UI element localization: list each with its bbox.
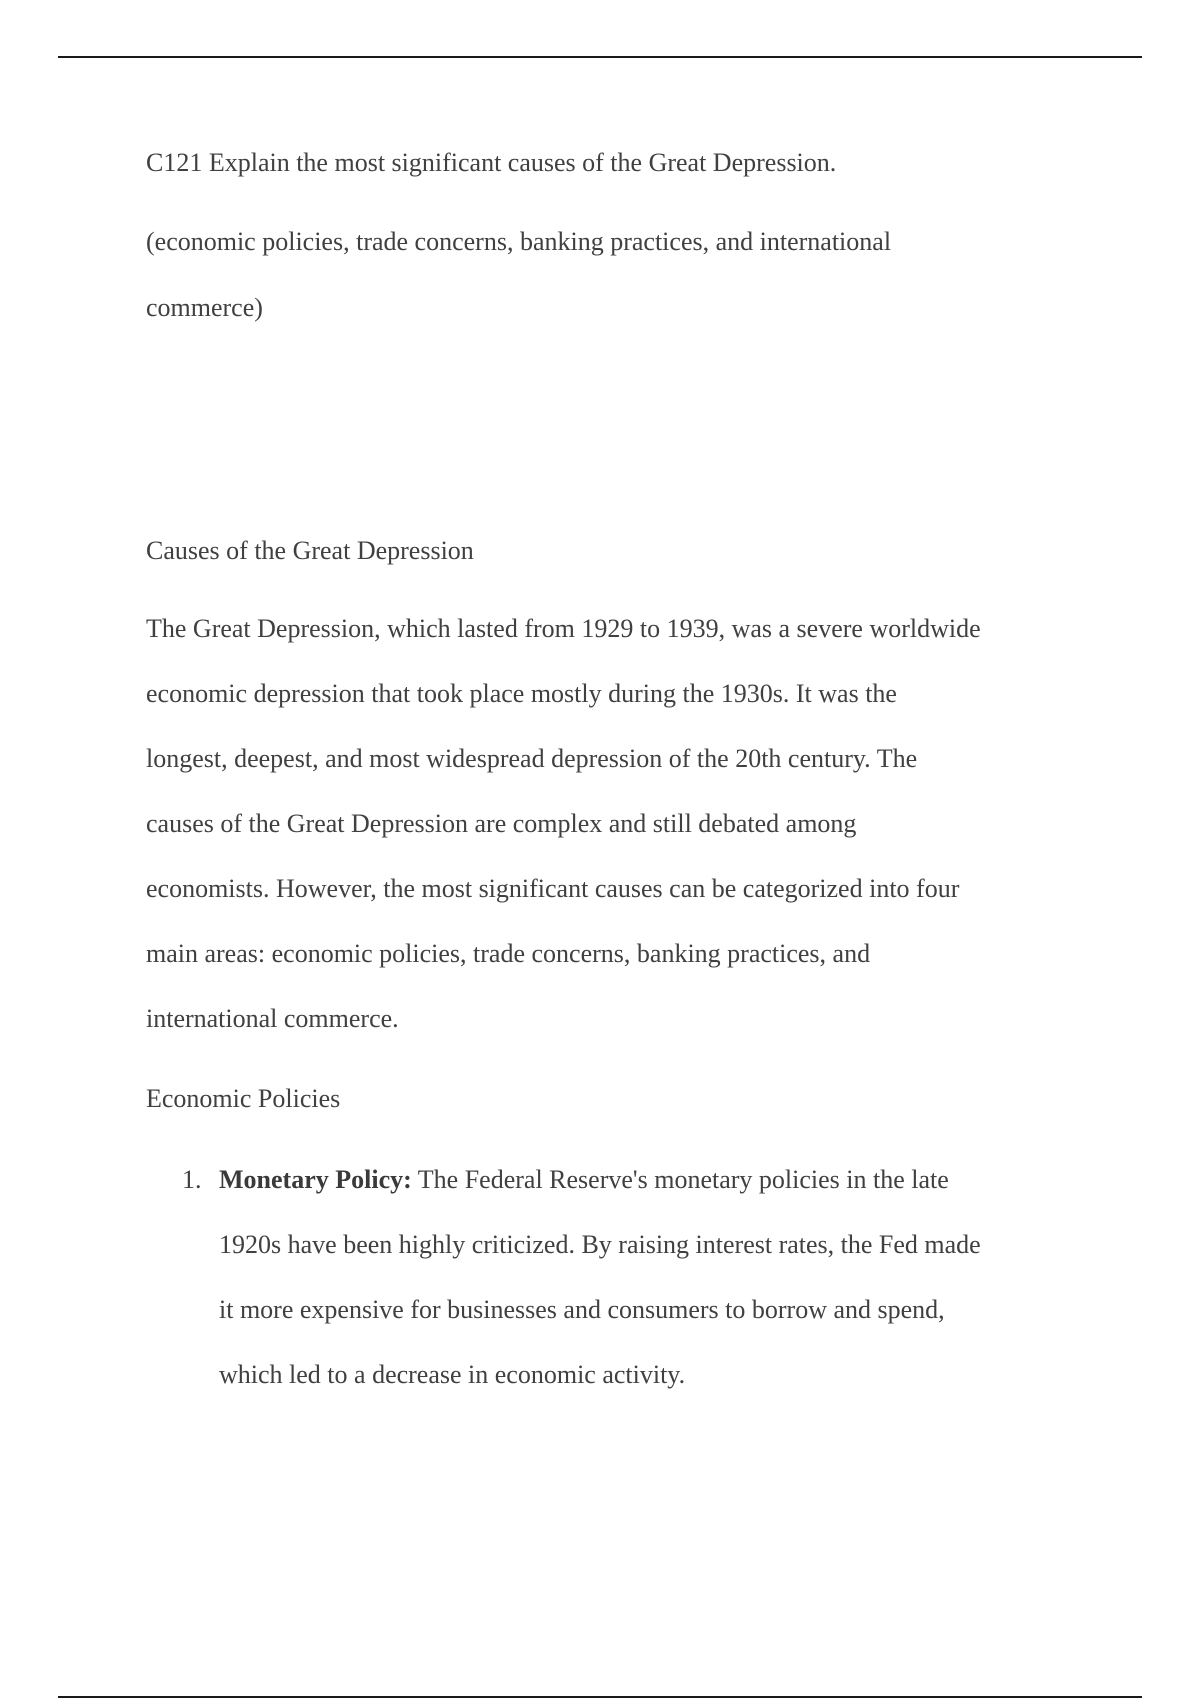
intro-line-3: longest, deepest, and most widespread depression of the 20th century. The xyxy=(146,744,918,773)
intro-line-7: international commerce. xyxy=(146,1004,399,1033)
list-item-text-line-3: it more expensive for businesses and consumers to borrow and spend, xyxy=(219,1295,945,1324)
list-item-number: 1. xyxy=(182,1165,202,1194)
question-title: C121 Explain the most significant causes of the Great Depression. xyxy=(146,148,837,177)
intro-line-4: causes of the Great Depression are complex and still debated among xyxy=(146,809,857,838)
list-item-text-line-4: which led to a decrease in economic activity. xyxy=(219,1360,686,1389)
list-item-text-line-2: 1920s have been highly criticized. By raising interest rates, the Fed made xyxy=(219,1230,981,1259)
intro-line-6: main areas: economic policies, trade concerns, banking practices, and xyxy=(146,939,871,968)
list-item-text-line-1: The Federal Reserve's monetary policies in the late xyxy=(411,1165,949,1194)
list-item-first-line xyxy=(219,1163,949,1197)
intro-line-1: The Great Depression, which lasted from 1929 to 1939, was a severe worldwide xyxy=(146,614,981,643)
intro-line-2: economic depression that took place mostly during the 1930s. It was the xyxy=(146,679,897,708)
list-item-term: Monetary Policy: xyxy=(219,1165,412,1194)
question-subtitle-line-2: commerce) xyxy=(146,293,263,322)
essay-heading: Causes of the Great Depression xyxy=(146,536,474,565)
question-subtitle-line-1: (economic policies, trade concerns, banking practices, and international xyxy=(146,227,892,256)
section-heading-economic-policies: Economic Policies xyxy=(146,1084,341,1113)
top-rule xyxy=(58,56,1142,58)
intro-line-5: economists. However, the most significant causes can be categorized into four xyxy=(146,874,960,903)
bottom-rule xyxy=(58,1696,1142,1698)
